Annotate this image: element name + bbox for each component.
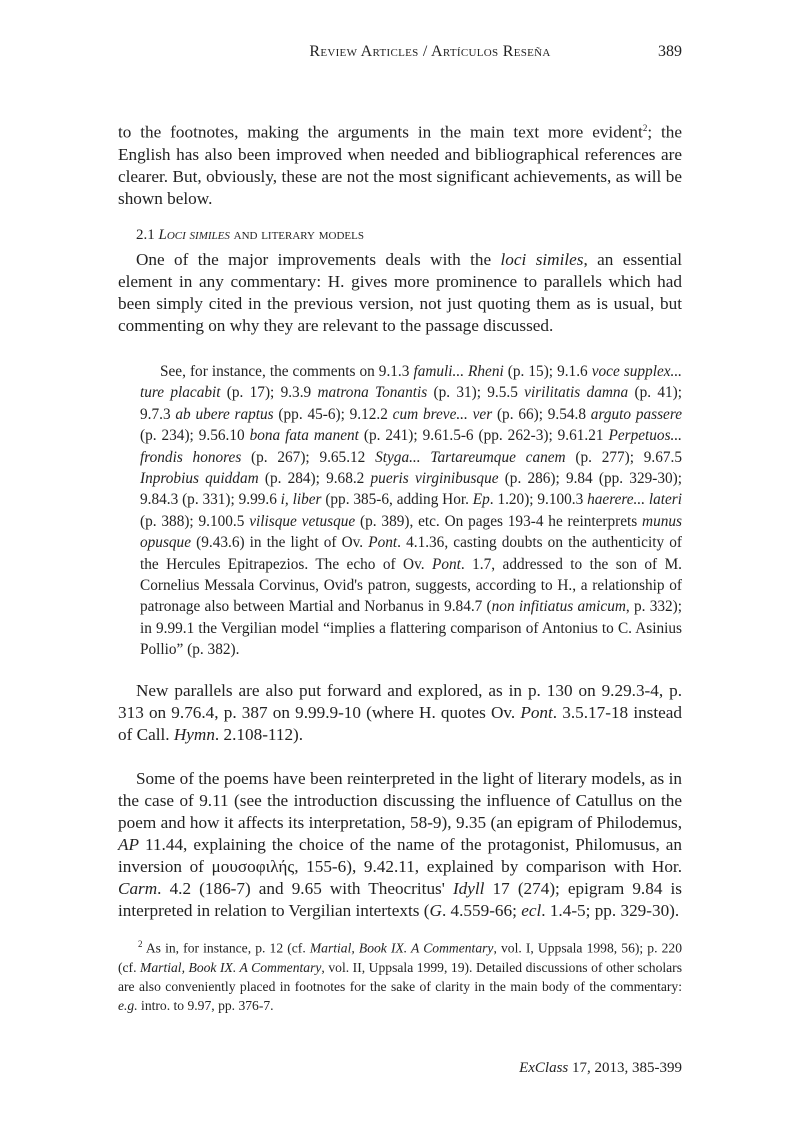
text-run: to the footnotes, making the arguments in the main text more evident — [118, 122, 643, 142]
text-run: (pp. 385-6, adding Hor. — [321, 491, 473, 509]
text-run: (p. 31); 9.5.5 — [427, 384, 525, 402]
text-run: (p. 66); 9.54.8 — [492, 405, 591, 423]
text-run: . 4.2 (186-7) and 9.65 with Theocritus' — [157, 879, 453, 898]
text-run: , vol. I, Uppsala 1998, 56); p. 220 (cf. — [118, 940, 682, 975]
text-run: As in, for instance, p. 12 (cf. — [142, 940, 310, 956]
italic-text: ecl — [521, 901, 542, 920]
text-run: (p. 41); 9.7.3 — [140, 384, 682, 423]
italic-text: famuli... Rheni — [413, 363, 504, 380]
italic-text: matrona Tonantis — [317, 384, 428, 402]
italic-text: arguto passere — [590, 405, 682, 423]
italic-text: Styga... Tartareumque canem — [375, 448, 566, 466]
italic-text: Perpetuos... frondis honores — [140, 427, 682, 466]
italic-text: AP — [118, 835, 139, 854]
journal-citation — [519, 1060, 682, 1077]
text-run: . 4.559-66; — [441, 901, 522, 920]
italic-text: Martial, Book IX. A Commentary — [140, 959, 322, 975]
text-run: . 1.4-5; pp. 329-30). — [541, 901, 680, 920]
text-run: (p. 388); 9.100.5 — [140, 512, 250, 530]
footnote — [118, 935, 682, 1015]
text-run: See, for instance, the comments on 9.1.3 — [160, 363, 414, 380]
italic-text: Pont — [520, 703, 553, 722]
italic-text: Ep — [472, 491, 490, 509]
italic-text: Hymn — [173, 725, 215, 744]
body-paragraph — [118, 680, 682, 746]
text-run: (pp. 45-6); 9.12.2 — [273, 405, 393, 423]
italic-text: Pont — [368, 534, 398, 552]
text-run: , p. 332); in 9.99.1 the Vergilian model “implies a flattering comparison of Antonius to C. Asinius Pollio” (p. 382). — [140, 598, 682, 659]
italic-text: munus opusque — [140, 512, 682, 552]
text-run: , vol. II, Uppsala 1999, 19). Detailed discussions of other scholars are also conveniently placed in footnotes for the sake of clarity in the main body of the commentary: — [118, 959, 682, 994]
italic-text: vilisque vetusque — [249, 512, 356, 530]
italic-text: Carm — [118, 879, 158, 898]
text-run: . 1.20); 9.100.3 — [489, 491, 588, 509]
footnote-marker: 2 — [138, 939, 143, 949]
page-number: 389 — [658, 43, 682, 60]
italic-text: Pont — [432, 555, 461, 573]
text-run: (p. 389), etc. On pages 193-4 he reinterprets — [355, 512, 643, 530]
text-run: (p. 284); 9.68.2 — [258, 470, 371, 488]
italic-text: virilitatis damna — [524, 384, 629, 402]
italic-text: Loci similes — [158, 227, 230, 243]
italic-text: Inprobius quiddam — [140, 470, 259, 488]
italic-text: haerere... lateri — [587, 491, 682, 509]
text-run: 17 (274); epigram 9.84 is interpreted in relation to Vergilian intertexts ( — [118, 879, 682, 920]
footnote-marker: 2 — [642, 123, 648, 133]
text-run: . 1.7, addressed to the son of M. Cornelius Messala Corvinus, Ovid's patron, suggests, according to H., a relationship of patronage also between Martial and Norbanus in 9.84.7 ( — [140, 555, 683, 616]
italic-text: ab ubere raptus — [175, 405, 274, 423]
italic-text: Idyll — [452, 879, 485, 898]
text-run: (p. 17); 9.3.9 — [220, 384, 318, 402]
italic-text: ExClass — [519, 1060, 569, 1076]
text-run: and literary models — [229, 227, 364, 243]
body-paragraph — [118, 249, 682, 337]
text-run: One of the major improvements deals with the — [136, 250, 501, 269]
text-run: (p. 286); 9.84 (pp. 329-30); 9.84.3 (p. 331); 9.99.6 — [140, 470, 682, 509]
text-run: , an essential element in any commentary: H. gives more prominence to parallels which had been simply cited in the previous version, not just quoting them as is usual, but commenting on why they are relevant to the passage discussed. — [118, 250, 682, 335]
body-paragraph — [118, 768, 682, 922]
italic-text: i, liber — [280, 491, 322, 509]
text-run: Some of the poems have been reinterpreted in the light of literary models, as in the case of 9.11 (see the introduction discussing the influence of Catullus on the poem and how it affects its interpretation, 58-9), 9.35 (an epigram of Philodemus, — [118, 769, 682, 832]
text-run: New parallels are also put forward and explored, as in p. 130 on 9.29.3-4, p. 313 on 9.76.4, p. 387 on 9.99.9-10 (where H. quotes Ov. — [118, 681, 682, 722]
text-run: . 2.108-112). — [214, 725, 304, 744]
text-run: (p. 234); 9.56.10 — [140, 427, 250, 445]
italic-text: G — [429, 901, 442, 920]
text-run: intro. to 9.97, pp. 376-7. — [137, 998, 274, 1014]
text-run: (p. 241); 9.61.5-6 (pp. 262-3); 9.61.21 — [358, 427, 609, 445]
italic-text: pueris virginibusque — [370, 470, 499, 488]
italic-text: non infitiatus amicum — [491, 598, 626, 616]
text-run: (9.43.6) in the light of Ov. — [191, 534, 369, 552]
italic-text: loci similes — [500, 250, 584, 269]
italic-text: e.g. — [118, 998, 138, 1014]
text-run: (p. 15); 9.1.6 — [503, 363, 592, 380]
text-run: 2.1 — [136, 227, 159, 243]
italic-text: Martial, Book IX. A Commentary — [309, 940, 494, 956]
text-run: (p. 277); 9.67.5 — [565, 448, 682, 466]
text-run: (p. 267); 9.65.12 — [241, 448, 376, 466]
text-run: . 3.5.17-18 instead of Call. — [118, 703, 682, 744]
section-heading — [136, 227, 364, 244]
italic-text: bona fata manent — [249, 427, 359, 445]
text-run: 17, 2013, 385-399 — [568, 1060, 682, 1076]
text-run: . 4.1.36, casting doubts on the authenticity of the Hercules Epitrapezios. The echo of Ov. — [140, 534, 682, 573]
italic-text: cum breve... ver — [392, 405, 493, 423]
text-run: ; the English has also been improved when needed and bibliographical references are clearer. But, obviously, these are not the most significant achievements, as will be shown below. — [118, 122, 682, 208]
running-title: Review Articles / Artículos Reseña — [309, 43, 551, 60]
body-paragraph — [118, 117, 682, 210]
block-quote — [140, 361, 682, 661]
text-run: 11.44, explaining the choice of the name of the protagonist, Philomusus, an inversion of μουσοφιλής, 155-6), 9.42.11, explained by comparison with Hor. — [118, 835, 682, 876]
italic-text: voce supplex... ture placabit — [140, 363, 682, 402]
